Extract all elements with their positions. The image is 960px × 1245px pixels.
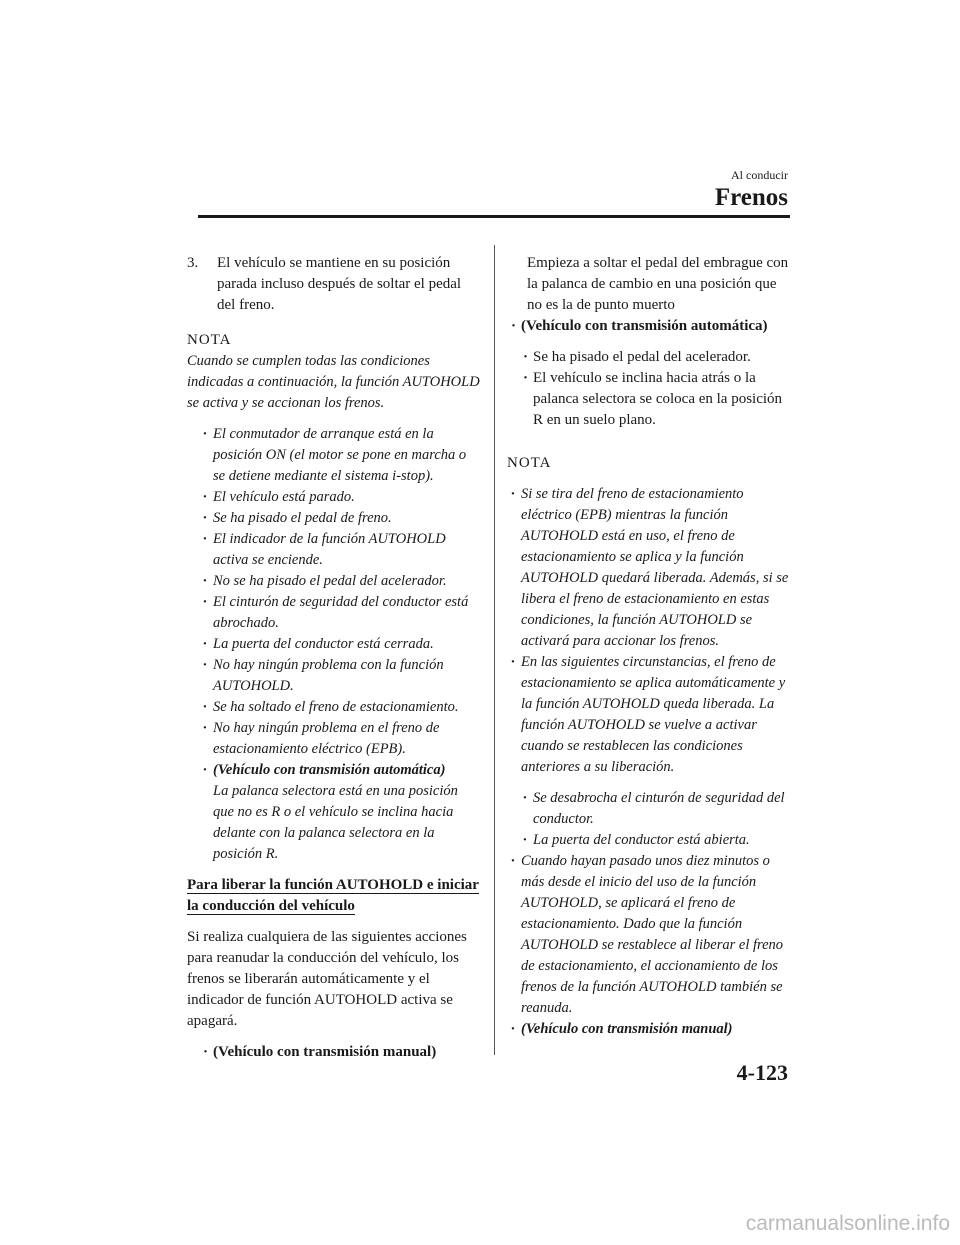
list-item-manual-title: · (Vehículo con transmisión manual) [507,1019,792,1040]
list-item: · La puerta del conductor está cerrada. [199,634,480,655]
list-item: · No hay ningún problema con la función AUTOHOLD. [199,655,480,697]
step-3 [187,253,480,316]
list-item-auto-title: · (Vehículo con transmisión automática) [199,760,480,781]
manual-continued-text: Empieza a soltar el pedal del embrague con la palanca de cambio en una posición que no es la de punto muerto [527,255,789,313]
note-list [507,484,792,1040]
list-item: · El conmutador de arranque está en la posición ON (el motor se pone en marcha o se detiene mediante el sistema i-stop). [199,424,480,487]
list-item: · Se desabrocha el cinturón de seguridad del conductor. [519,788,792,830]
note-label: NOTA [187,332,232,348]
list-item: · Si se tira del freno de estacionamiento eléctrico (EPB) mientras la función AUTOHOLD está en uso, el freno de estacionamiento se aplica y la función AUTOHOLD quedará liberada. Además, si se libera el freno de estacionamiento en estas condiciones, la función AUTOHOLD se activará para accionar los frenos. [507,484,792,652]
auto-list [507,347,792,431]
page-title: Frenos [714,184,788,211]
list-item: · El vehículo se inclina hacia atrás o la palanca selectora se coloca en la posición R en un suelo plano. [519,368,792,431]
auto-condition-text: La palanca selectora está en una posición que no es R o el vehículo se inclina hacia delante con la palanca selectora en la posición R. [213,783,458,862]
body-paragraph: Si realiza cualquiera de las siguientes acciones para reanudar la conducción del vehículo, los frenos se liberarán automáticamente y el indicador de función AUTOHOLD activa se apagará. [187,929,467,1029]
sub-note-list [507,788,792,851]
list-item-auto-title: · (Vehículo con transmisión automática) [507,316,792,337]
note-text: Cuando se cumplen todas las condiciones indicadas a continuación, la función AUTOHOLD se activa y se accionan los frenos. [187,353,480,411]
list-item: · La puerta del conductor está abierta. [519,830,792,851]
list-item: · El cinturón de seguridad del conductor está abrochado. [199,592,480,634]
watermark: carmanualsonline.info [745,1212,950,1235]
column-divider [494,245,495,1055]
list-item: · El vehículo está parado. [199,487,480,508]
step-number: 3. [187,255,199,271]
left-column [187,253,480,1063]
step-text: El vehículo se mantiene en su posición parada incluso después de soltar el pedal del freno. [217,255,462,313]
list-item: · Cuando hayan pasado unos diez minutos o más desde el inicio del uso de la función AUTOHOLD, se aplicará el freno de estacionamiento. Dado que la función AUTOHOLD se restablece al liberar el freno de estacionamiento, el accionamiento de los frenos de la función AUTOHOLD también se reanuda. [507,851,792,1019]
list-item: · No hay ningún problema en el freno de estacionamiento eléctrico (EPB). [199,718,480,760]
list-item-manual-title: · (Vehículo con transmisión manual) [199,1042,480,1063]
header-section-label: Al conducir [731,168,788,182]
page-number: 4-123 [736,1060,788,1085]
note-label: NOTA [507,455,552,471]
section-heading-text: Para liberar la función AUTOHOLD e iniciar la conducción del vehículo [187,877,479,914]
header-rule [198,215,790,218]
list-item: · No se ha pisado el pedal del acelerador. [199,571,480,592]
section-heading [187,875,480,917]
right-column [507,253,792,1040]
list-item: · El indicador de la función AUTOHOLD activa se enciende. [199,529,480,571]
condition-list [187,424,480,865]
list-item: · Se ha pisado el pedal de freno. [199,508,480,529]
list-item: · Se ha pisado el pedal del acelerador. [519,347,792,368]
list-item: · Se ha soltado el freno de estacionamiento. [199,697,480,718]
list-item: · En las siguientes circunstancias, el freno de estacionamiento se aplica automáticamente y la función AUTOHOLD queda liberada. La función AUTOHOLD se vuelve a activar cuando se restablecen las condiciones anteriores a su liberación. [507,652,792,778]
